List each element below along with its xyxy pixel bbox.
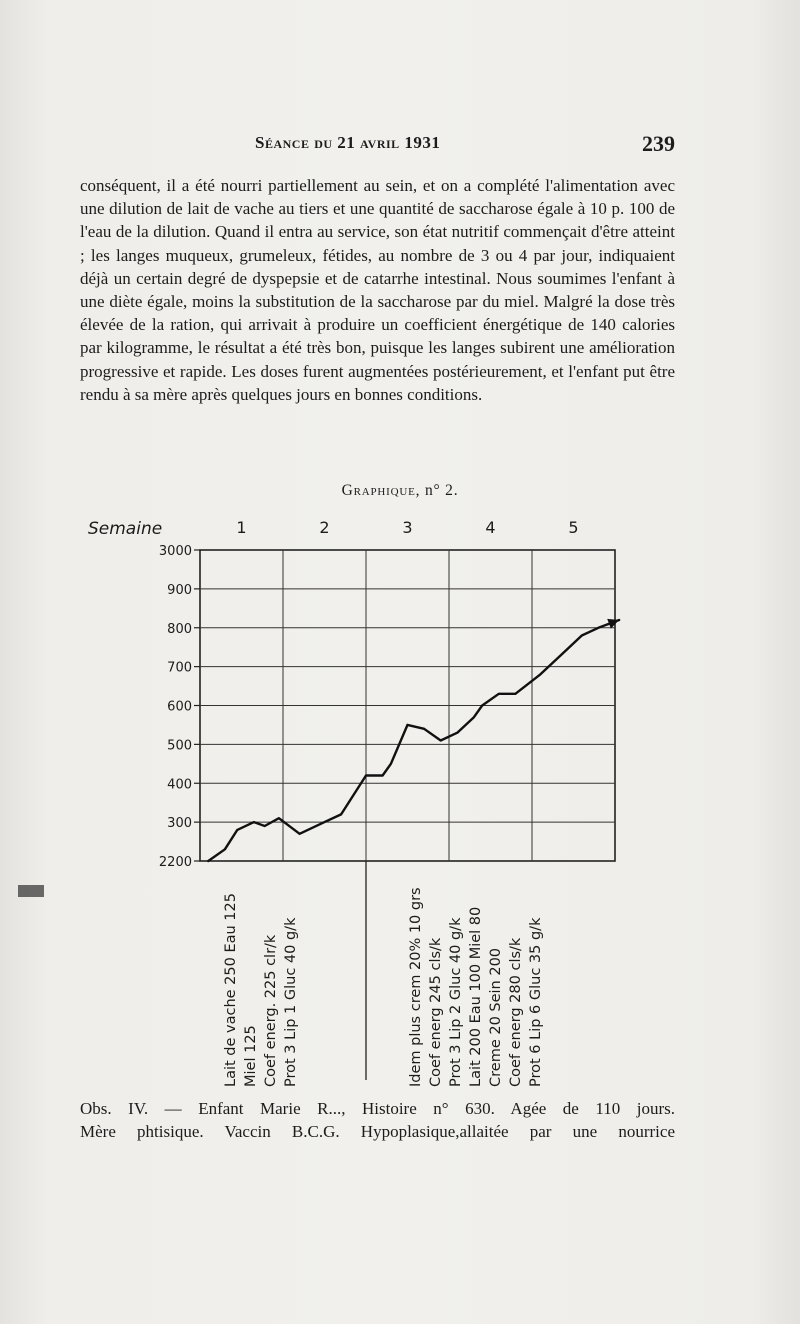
figure-title-word: Graphique bbox=[341, 482, 416, 499]
diet-note-week-1: Lait de vache 250 Eau 125 bbox=[223, 893, 239, 1087]
data-point bbox=[207, 860, 209, 862]
data-point bbox=[253, 821, 255, 823]
data-point bbox=[236, 829, 238, 831]
x-tick-label: 5 bbox=[568, 518, 579, 537]
diet-note-week-3: Idem plus crem 20% 10 grs bbox=[408, 887, 424, 1087]
diet-note-week-3: Lait 200 Eau 100 Miel 80 bbox=[468, 906, 484, 1087]
figure-caption bbox=[80, 1097, 675, 1143]
running-title: Séance du 21 avril 1931 bbox=[255, 133, 441, 152]
data-point bbox=[390, 763, 392, 765]
diet-note-week-3: Coef energ 280 cls/k bbox=[508, 937, 524, 1087]
diet-note-week-1: Prot 3 Lip 1 Gluc 40 g/k bbox=[283, 917, 299, 1087]
y-tick-label: 500 bbox=[167, 738, 192, 754]
data-point bbox=[299, 833, 301, 835]
diet-note-week-3: Prot 3 Lip 2 Gluc 40 g/k bbox=[448, 917, 464, 1087]
margin-stamp-mark bbox=[18, 885, 44, 897]
x-tick-label: 4 bbox=[485, 518, 496, 537]
data-point bbox=[264, 825, 266, 827]
data-point bbox=[382, 775, 384, 777]
figure-title bbox=[0, 482, 800, 500]
data-point bbox=[407, 724, 409, 726]
y-tick-label: 900 bbox=[167, 582, 192, 598]
caption-line-1: Obs. IV. — Enfant Marie R..., Histoire n° 630. Agée de 110 jours. bbox=[80, 1099, 675, 1118]
weight-series-line bbox=[208, 620, 619, 861]
y-tick-label: 800 bbox=[167, 621, 192, 637]
y-tick-label: 3000 bbox=[158, 544, 192, 559]
data-point bbox=[598, 627, 600, 629]
x-tick-label: 2 bbox=[319, 518, 330, 537]
data-point bbox=[224, 848, 226, 850]
data-point bbox=[423, 728, 425, 730]
data-point bbox=[481, 705, 483, 707]
data-point bbox=[324, 821, 326, 823]
diet-note-week-3: Prot 6 Lip 6 Gluc 35 g/k bbox=[528, 917, 544, 1087]
y-tick-label: 400 bbox=[167, 777, 192, 793]
y-tick-label: 300 bbox=[167, 816, 192, 832]
x-tick-label: 1 bbox=[236, 518, 247, 537]
data-point bbox=[456, 732, 458, 734]
page-number: 239 bbox=[642, 131, 675, 156]
data-point bbox=[365, 775, 367, 777]
diet-note-week-1: Miel 125 bbox=[243, 1025, 259, 1087]
diet-note-week-3: Creme 20 Sein 200 bbox=[488, 947, 504, 1087]
data-point bbox=[440, 740, 442, 742]
body-paragraph: conséquent, il a été nourri partiellement au sein, et on a complété l'alimentation avec une dilution de lait de vache au tiers et une quantité de saccharose égale à 10 p. 100 de l'eau de la dilution. Quand il entra au service, son état nutritif commençait d'être atteint ; les langes muqueux, grumeleux, fétides, au nombre de 3 ou 4 par jour, indiquaient déjà un certain degré de dyspepsie et de catarrhe intestinal. Nous soumimes l'enfant à une diète égale, moins la substitution de la saccharose par du miel. Malgré la dose très élevée de la ration, qui arrivait à produire un coefficient énergétique de 140 calories par kilogramme, le résultat a été très bon, puisque les langes subirent une amélioration progressive et rapide. Les doses furent augmentées postérieurement, et l'enfant put être rendu à sa mère après quelques jours en bonnes conditions. bbox=[80, 176, 675, 404]
diet-note-week-1: Coef energ. 225 clr/k bbox=[263, 934, 279, 1087]
y-tick-label: 600 bbox=[167, 699, 192, 715]
diet-note-week-3: Coef energ 245 cls/k bbox=[428, 937, 444, 1087]
y-tick-label: 2200 bbox=[158, 855, 192, 870]
data-point bbox=[581, 635, 583, 637]
data-point bbox=[564, 650, 566, 652]
weight-chart bbox=[0, 505, 800, 1095]
figure-title-number: , n° 2. bbox=[415, 482, 459, 499]
data-point bbox=[498, 693, 500, 695]
caption-line-2: Mère phtisique. Vaccin B.C.G. Hypoplasique,allaitée par une nourrice bbox=[80, 1122, 675, 1141]
data-point bbox=[515, 693, 517, 695]
x-axis-label: Semaine bbox=[88, 519, 163, 539]
page-header bbox=[80, 133, 675, 163]
x-tick-label: 3 bbox=[402, 518, 413, 537]
data-point bbox=[340, 813, 342, 815]
data-point bbox=[539, 674, 541, 676]
data-point bbox=[278, 817, 280, 819]
data-point bbox=[473, 716, 475, 718]
y-tick-label: 700 bbox=[167, 660, 192, 676]
